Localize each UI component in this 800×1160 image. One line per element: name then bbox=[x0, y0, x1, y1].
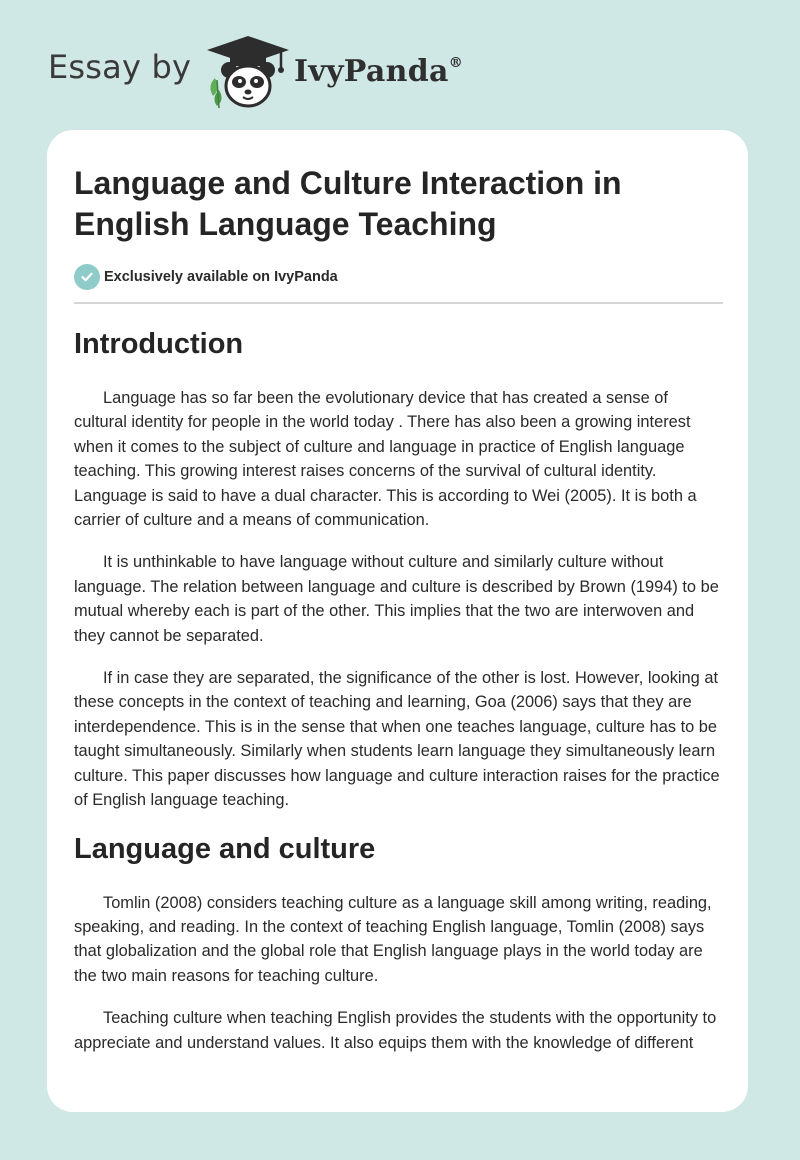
paragraph: It is unthinkable to have language without culture and similarly culture without language. The relation between language and culture is described by Brown (1994) to be mutual whereby each is part of the other. This implies that the two are interwoven and they cannot be separated. bbox=[74, 553, 719, 645]
essay-card bbox=[47, 130, 748, 1112]
brand-name[interactable]: IvyPanda® bbox=[294, 54, 464, 89]
essay-body bbox=[74, 322, 724, 1055]
check-circle-icon bbox=[74, 264, 100, 290]
paragraph: Language has so far been the evolutionary device that has created a sense of cultural identity for people in the world today . There has also been a growing interest when it comes to the subject of culture and language in practice of English language teaching. This growing interest raises concerns of the survival of cultural identity. Language is said to have a dual character. This is according to Wei (2005). It is both a carrier of culture and a means of communication. bbox=[74, 389, 697, 530]
paragraph: Tomlin (2008) considers teaching culture as a language skill among writing, reading, speaking, and reading. In the context of teaching English language, Tomlin (2008) says that globalization and the global role that English language plays in the world today are the two main reasons for teaching culture. bbox=[74, 893, 712, 985]
essay-by-label: Essay by bbox=[48, 48, 192, 86]
registered-mark: ® bbox=[448, 55, 464, 71]
section-heading-language-and-culture: Language and culture bbox=[74, 832, 376, 865]
paragraph: Teaching culture when teaching English provides the students with the opportunity to appreciate and understand values. It also equips them with the knowledge of different bbox=[74, 1009, 717, 1052]
panda-graduate-icon[interactable] bbox=[203, 34, 293, 110]
site-header bbox=[48, 34, 508, 114]
section-heading-introduction: Introduction bbox=[74, 328, 244, 360]
paragraph: If in case they are separated, the significance of the other is lost. However, looking at these concepts in the context of teaching and learning, Goa (2006) says that they are interdependence. This is in the sense that when one teaches language, culture has to be taught simultaneously. Similarly when students learn language they simultaneously learn culture. This paper discusses how language and culture interaction raises for the practice of English language teaching. bbox=[74, 669, 720, 810]
exclusive-badge bbox=[74, 263, 338, 291]
exclusive-badge-text: Exclusively available on IvyPanda bbox=[104, 269, 338, 285]
page-title: Language and Culture Interaction in English Language Teaching bbox=[74, 165, 622, 242]
title-divider bbox=[74, 302, 723, 304]
